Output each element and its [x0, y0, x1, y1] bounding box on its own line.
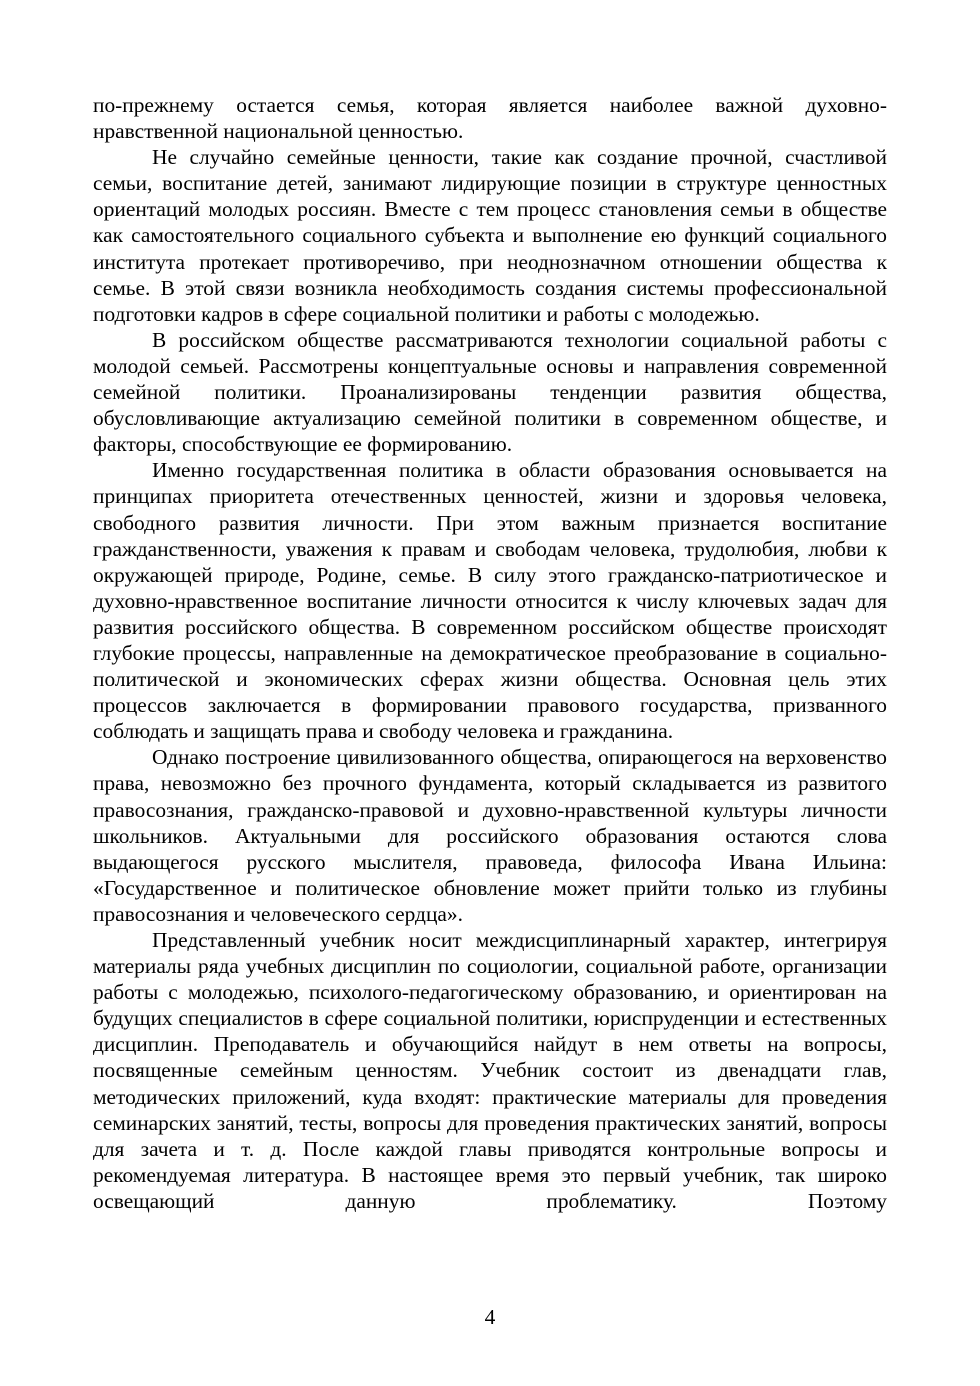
paragraph-1: по-прежнему остается семья, которая является наиболее важной духовно-нравственной национальной ценностью. — [93, 93, 887, 144]
paragraph-6: Представленный учебник носит междисциплинарный характер, интегрируя материалы ряда учебных дисциплин по социологии, социальной работе, организации работы с молодежью, психолого-педагогическому образованию, и ориентирован на будущих специалистов в сфере социальной политики, юриспруденции и естественных дисциплин. Преподаватель и обучающийся найдут в нем ответы на вопросы, посвященные семейным ценностям. Учебник состоит из двенадцати глав, методических приложений, куда входят: практические материалы для проведения семинарских занятий, тесты, вопросы для проведения практических занятий, вопросы для зачета и т. д. После каждой главы приводятся контрольные вопросы и рекомендуемая литература. В настоящее время это первый учебник, так широко освещающий данную проблематику. Поэтому — [93, 928, 887, 1213]
paragraph-2: Не случайно семейные ценности, такие как создание прочной, счастливой семьи, воспитание детей, занимают лидирующие позиции в структуре ценностных ориентаций молодых россиян. Вместе с тем процесс становления семьи в обществе как самостоятельного социального субъекта и выполнение ею функций социального института протекает противоречиво, при неоднозначном отношении общества к семье. В этой связи возникла необходимость создания системы профессиональной подготовки кадров в сфере социальной политики и работы с молодежью. — [93, 145, 887, 326]
paragraph-5: Однако построение цивилизованного общества, опирающегося на верховенство права, невозможно без прочного фундамента, который складывается из развитого правосознания, гражданско-правовой и духовно-нравственной культуры личности школьников. Актуальными для российского образования остаются слова выдающегося русского мыслителя, правоведа, философа Ивана Ильина: «Государственное и политическое обновление может прийти только из глубины правосознания и человеческого сердца». — [93, 745, 887, 926]
paragraph-4: Именно государственная политика в области образования основывается на принципах приоритета отечественных ценностей, жизни и здоровья человека, свободного развития личности. При этом важным признается воспитание гражданственности, уважения к правам и свободам человека, трудолюбия, любви к окружающей природе, Родине, семье. В силу этого гражданско-патриотическое и духовно-нравственное воспитание личности относится к числу ключевых задач для развития российского общества. В современном российском обществе происходят глубокие процессы, направленные на демократическое преобразование в социально-политической и экономических сферах жизни общества. Основная цель этих процессов заключается в формировании правового государства, призванного соблюдать и защищать права и свободу человека и гражданина. — [93, 458, 887, 744]
paragraph-3: В российском обществе рассматриваются технологии социальной работы с молодой семьей. Рассмотрены концептуальные основы и направления современной семейной политики. Проанализированы тенденции развития общества, обусловливающие актуализацию семейной политики в современном обществе, и факторы, способствующие ее формированию. — [93, 327, 887, 457]
page-body — [93, 92, 887, 1214]
page-number: 4 — [484, 1305, 496, 1329]
